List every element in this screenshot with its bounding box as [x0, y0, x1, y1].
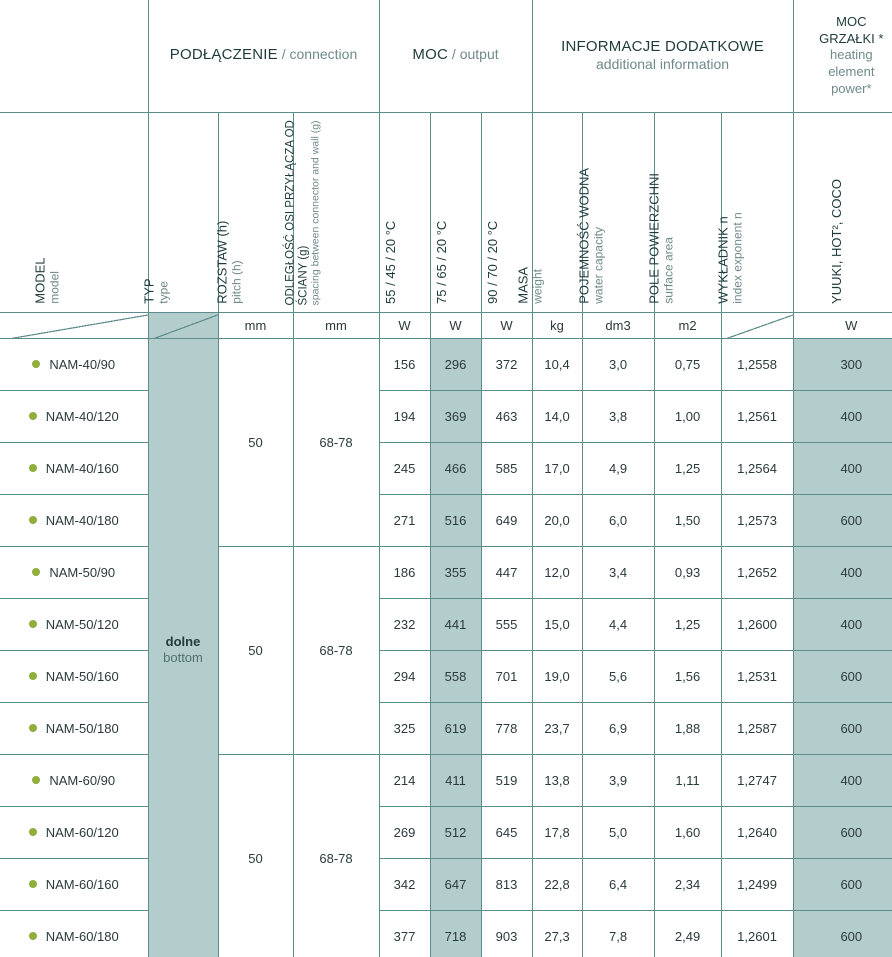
row-pole: 1,56	[654, 650, 721, 702]
header-col-masa	[515, 112, 582, 312]
status-dot-icon	[29, 828, 37, 836]
header-col-odleglosc	[284, 112, 379, 312]
row-wykladnik: 1,2747	[721, 754, 793, 806]
row-masa: 10,4	[532, 338, 582, 390]
row-pojemnosc: 6,4	[582, 858, 654, 910]
unit-masa: kg	[532, 312, 582, 338]
row-masa: 22,8	[532, 858, 582, 910]
row-grzalka: 600	[793, 494, 892, 546]
row-moc75: 411	[430, 754, 481, 806]
header-col-typ-pl: TYP	[141, 278, 157, 304]
row-grzalka: 600	[793, 910, 892, 957]
row-spacing: 68-78	[293, 338, 379, 546]
header-column-row	[0, 112, 892, 312]
row-pojemnosc: 4,4	[582, 598, 654, 650]
row-moc55: 194	[379, 390, 430, 442]
row-moc90: 701	[481, 650, 532, 702]
row-pole: 1,60	[654, 806, 721, 858]
header-group-heater-en3: power*	[831, 80, 872, 96]
row-pole: 1,11	[654, 754, 721, 806]
header-group-additional-pl: INFORMACJE DODATKOWE	[561, 37, 764, 55]
header-group-heater-pl1: MOC	[836, 14, 867, 30]
row-pole: 0,93	[654, 546, 721, 598]
unit-model-blank	[0, 312, 148, 338]
header-col-odleglosc-en: spacing between connector and wall (g)	[309, 120, 322, 306]
row-pole: 1,88	[654, 702, 721, 754]
row-masa: 12,0	[532, 546, 582, 598]
row-model	[0, 650, 148, 702]
row-pitch: 50	[218, 546, 293, 754]
header-group-connection-sep: /	[277, 46, 290, 63]
row-grzalka: 300	[793, 338, 892, 390]
row-pojemnosc: 6,0	[582, 494, 654, 546]
table-row	[0, 442, 892, 494]
header-col-moc55-pl: 55 / 45 / 20 °C	[382, 220, 398, 304]
row-pojemnosc: 5,0	[582, 806, 654, 858]
row-moc55: 269	[379, 806, 430, 858]
row-moc90: 649	[481, 494, 532, 546]
table-row	[0, 806, 892, 858]
row-moc55: 342	[379, 858, 430, 910]
header-group-heater-en1: heating	[829, 47, 873, 63]
header-col-model	[0, 112, 148, 312]
header-col-wykladnik-en: index exponent n	[730, 212, 745, 304]
row-model	[0, 754, 148, 806]
row-moc90: 447	[481, 546, 532, 598]
row-pojemnosc: 6,9	[582, 702, 654, 754]
header-col-model-pl: MODEL	[32, 257, 48, 304]
row-model-label: NAM-50/160	[45, 668, 119, 684]
row-pole: 2,49	[654, 910, 721, 957]
status-dot-icon	[29, 672, 37, 680]
row-moc55: 271	[379, 494, 430, 546]
row-spacing: 68-78	[293, 546, 379, 754]
row-moc90: 585	[481, 442, 532, 494]
row-pole: 1,00	[654, 390, 721, 442]
table-row	[0, 546, 892, 598]
header-col-odleglosc-pl: ODLEGŁOŚĆ OSI PRZYŁĄCZA OD ŚCIANY (g)	[284, 120, 310, 306]
row-model-label: NAM-60/120	[45, 824, 119, 840]
row-moc75: 619	[430, 702, 481, 754]
row-moc75: 558	[430, 650, 481, 702]
row-grzalka: 400	[793, 754, 892, 806]
row-pole: 1,25	[654, 442, 721, 494]
table-row	[0, 650, 892, 702]
header-col-moc55	[379, 112, 430, 312]
row-moc75: 647	[430, 858, 481, 910]
type-cell-en: bottom	[163, 650, 203, 665]
header-col-rozstaw-pl: ROZSTAW (h)	[213, 220, 229, 304]
row-model-label: NAM-60/160	[45, 876, 119, 892]
header-group-heater-pl2: GRZAŁKI *	[819, 30, 884, 46]
header-col-wykladnik-pl: WYKŁADNIK n	[715, 216, 731, 304]
row-model	[0, 494, 148, 546]
header-col-pole	[645, 112, 721, 312]
row-moc90: 555	[481, 598, 532, 650]
row-model	[0, 338, 148, 390]
row-model-label: NAM-50/180	[45, 720, 119, 736]
table-row	[0, 754, 892, 806]
header-col-pole-en: surface area	[660, 236, 675, 304]
row-wykladnik: 1,2600	[721, 598, 793, 650]
row-moc90: 778	[481, 702, 532, 754]
row-pojemnosc: 5,6	[582, 650, 654, 702]
status-dot-icon	[32, 776, 40, 784]
header-group-additional	[532, 0, 793, 112]
row-model-label: NAM-50/120	[45, 616, 119, 632]
row-moc90: 372	[481, 338, 532, 390]
unit-rozstaw: mm	[218, 312, 293, 338]
unit-pojemnosc: dm3	[582, 312, 654, 338]
row-moc75: 466	[430, 442, 481, 494]
row-moc55: 377	[379, 910, 430, 957]
row-moc55: 294	[379, 650, 430, 702]
unit-moc75: W	[430, 312, 481, 338]
row-wykladnik: 1,2587	[721, 702, 793, 754]
row-pole: 1,25	[654, 598, 721, 650]
header-col-wykladnik	[715, 112, 793, 312]
header-col-moc75-pl: 75 / 65 / 20 °C	[433, 220, 449, 304]
row-pole: 0,75	[654, 338, 721, 390]
header-col-grzalka-pl: YUUKI, HOT², COCO	[829, 178, 845, 304]
row-wykladnik: 1,2573	[721, 494, 793, 546]
status-dot-icon	[32, 568, 40, 576]
row-grzalka: 400	[793, 546, 892, 598]
header-group-connection	[148, 0, 379, 112]
row-pojemnosc: 3,0	[582, 338, 654, 390]
unit-moc55: W	[379, 312, 430, 338]
row-wykladnik: 1,2561	[721, 390, 793, 442]
row-moc75: 718	[430, 910, 481, 957]
row-moc55: 325	[379, 702, 430, 754]
header-col-model-en: model	[46, 270, 61, 304]
row-moc55: 156	[379, 338, 430, 390]
unit-pole: m2	[654, 312, 721, 338]
row-moc75: 512	[430, 806, 481, 858]
row-moc75: 369	[430, 390, 481, 442]
header-col-rozstaw	[213, 112, 293, 312]
header-col-pojemnosc	[576, 112, 654, 312]
header-col-pojemnosc-en: water capacity	[591, 226, 606, 304]
row-masa: 23,7	[532, 702, 582, 754]
row-moc55: 186	[379, 546, 430, 598]
row-pole: 1,50	[654, 494, 721, 546]
row-model	[0, 858, 148, 910]
row-grzalka: 600	[793, 806, 892, 858]
row-moc90: 903	[481, 910, 532, 957]
row-moc90: 813	[481, 858, 532, 910]
row-wykladnik: 1,2558	[721, 338, 793, 390]
row-pojemnosc: 3,8	[582, 390, 654, 442]
table-row	[0, 494, 892, 546]
status-dot-icon	[29, 724, 37, 732]
header-col-moc90-pl: 90 / 70 / 20 °C	[484, 220, 500, 304]
row-model-label: NAM-50/90	[49, 564, 116, 580]
row-model-label: NAM-60/180	[45, 928, 119, 944]
row-model-label: NAM-40/160	[45, 460, 119, 476]
row-pitch: 50	[218, 754, 293, 957]
header-group-heater	[793, 0, 892, 112]
header-group-heater-en2: element	[828, 64, 875, 80]
row-pitch: 50	[218, 338, 293, 546]
row-model	[0, 390, 148, 442]
status-dot-icon	[29, 620, 37, 628]
row-wykladnik: 1,2531	[721, 650, 793, 702]
header-col-typ	[141, 112, 218, 312]
row-model-label: NAM-60/90	[49, 772, 116, 788]
header-col-pojemnosc-pl: POJEMNOŚĆ WODNA	[576, 167, 592, 304]
table-row	[0, 338, 892, 390]
row-masa: 14,0	[532, 390, 582, 442]
header-group-row	[0, 0, 892, 112]
row-moc90: 519	[481, 754, 532, 806]
header-col-moc75	[430, 112, 481, 312]
header-corner-blank	[0, 0, 148, 112]
row-masa: 27,3	[532, 910, 582, 957]
row-moc75: 355	[430, 546, 481, 598]
row-pojemnosc: 3,9	[582, 754, 654, 806]
row-model-label: NAM-40/180	[45, 512, 119, 528]
unit-grzalka: W	[793, 312, 892, 338]
row-model-label: NAM-40/90	[49, 356, 116, 372]
row-pojemnosc: 7,8	[582, 910, 654, 957]
unit-wykladnik-blank	[721, 312, 793, 338]
header-col-grzalka	[793, 112, 892, 312]
table-row	[0, 598, 892, 650]
header-group-output	[379, 0, 532, 112]
status-dot-icon	[29, 464, 37, 472]
header-group-output-en: output	[459, 46, 499, 63]
row-masa: 17,0	[532, 442, 582, 494]
row-moc75: 296	[430, 338, 481, 390]
row-model	[0, 546, 148, 598]
status-dot-icon	[29, 412, 37, 420]
row-grzalka: 600	[793, 858, 892, 910]
row-pojemnosc: 3,4	[582, 546, 654, 598]
row-wykladnik: 1,2652	[721, 546, 793, 598]
row-masa: 13,8	[532, 754, 582, 806]
row-grzalka: 400	[793, 442, 892, 494]
row-masa: 19,0	[532, 650, 582, 702]
table-row	[0, 390, 892, 442]
row-moc75: 441	[430, 598, 481, 650]
row-masa: 17,8	[532, 806, 582, 858]
row-pole: 2,34	[654, 858, 721, 910]
row-model	[0, 806, 148, 858]
status-dot-icon	[29, 932, 37, 940]
header-col-masa-pl: MASA	[515, 266, 531, 304]
unit-moc90: W	[481, 312, 532, 338]
status-dot-icon	[29, 880, 37, 888]
type-cell	[148, 338, 218, 957]
status-dot-icon	[32, 360, 40, 368]
type-cell-pl: dolne	[165, 633, 201, 649]
header-col-rozstaw-en: pitch (h)	[228, 260, 243, 304]
header-col-typ-en: type	[156, 280, 171, 304]
table-row	[0, 910, 892, 957]
row-spacing: 68-78	[293, 754, 379, 957]
row-model	[0, 598, 148, 650]
table-row	[0, 858, 892, 910]
row-grzalka: 400	[793, 390, 892, 442]
header-group-output-pl: MOC	[412, 46, 449, 64]
row-masa: 20,0	[532, 494, 582, 546]
row-model	[0, 442, 148, 494]
table-row	[0, 702, 892, 754]
header-col-masa-en: weight	[530, 268, 545, 304]
row-moc90: 645	[481, 806, 532, 858]
row-wykladnik: 1,2564	[721, 442, 793, 494]
row-grzalka: 600	[793, 650, 892, 702]
row-wykladnik: 1,2601	[721, 910, 793, 957]
row-moc90: 463	[481, 390, 532, 442]
row-model	[0, 702, 148, 754]
row-grzalka: 400	[793, 598, 892, 650]
row-wykladnik: 1,2640	[721, 806, 793, 858]
header-group-connection-en: connection	[289, 46, 358, 63]
row-moc75: 516	[430, 494, 481, 546]
row-moc55: 214	[379, 754, 430, 806]
unit-odleglosc: mm	[293, 312, 379, 338]
header-unit-row	[0, 312, 892, 338]
row-moc55: 232	[379, 598, 430, 650]
header-group-output-sep: /	[448, 46, 460, 63]
header-col-pole-pl: POLE POWIERZCHNI	[645, 172, 661, 304]
header-group-additional-en: additional information	[596, 56, 730, 73]
row-model-label: NAM-40/120	[45, 408, 119, 424]
row-wykladnik: 1,2499	[721, 858, 793, 910]
row-pojemnosc: 4,9	[582, 442, 654, 494]
header-group-connection-pl: PODŁĄCZENIE	[169, 46, 278, 64]
row-grzalka: 600	[793, 702, 892, 754]
row-moc55: 245	[379, 442, 430, 494]
row-model	[0, 910, 148, 957]
status-dot-icon	[29, 516, 37, 524]
unit-typ-blank	[148, 312, 218, 338]
row-masa: 15,0	[532, 598, 582, 650]
